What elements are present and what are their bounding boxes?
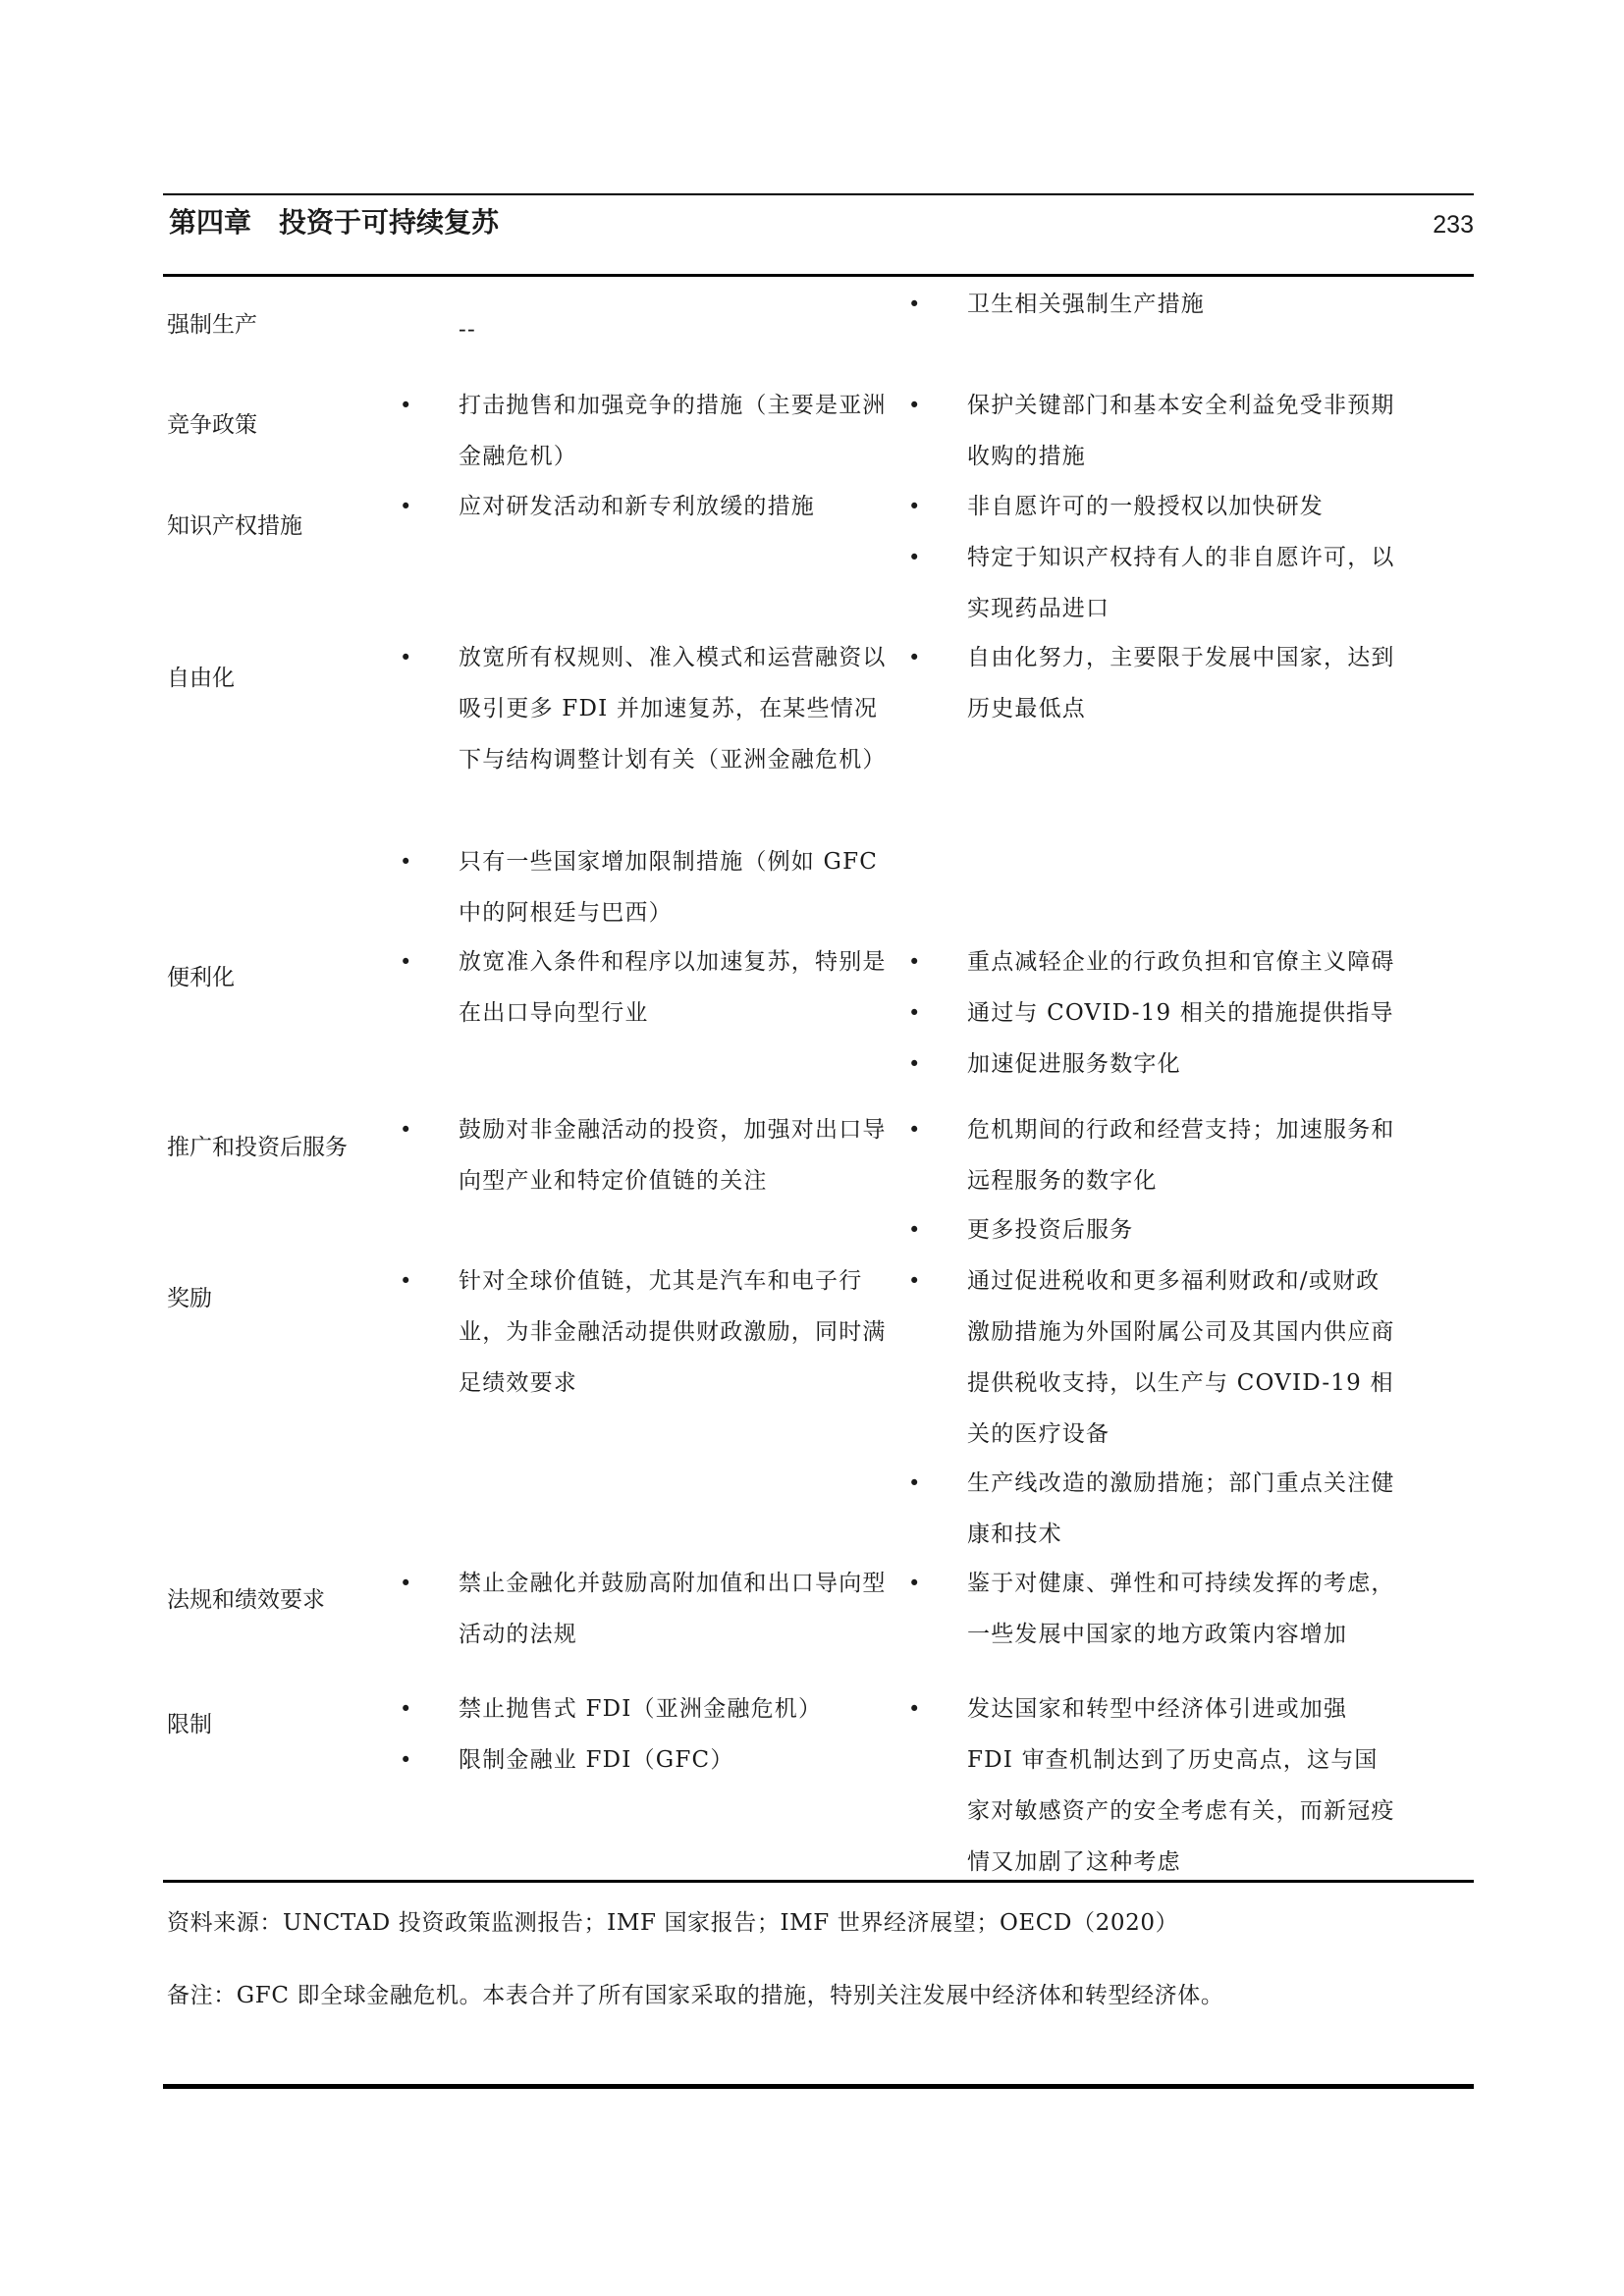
cell-text: 鼓励对非金融活动的投资，加强对出口导向型产业和特定价值链的关注 <box>459 1117 887 1194</box>
cell-text: 禁止抛售式 FDI（亚洲金融危机） <box>459 1696 823 1722</box>
table-bottom-rule <box>163 1880 1474 1883</box>
cell-text: 生产线改造的激励措施；部门重点关注健康和技术 <box>967 1470 1395 1547</box>
cell-text: 更多投资后服务 <box>967 1217 1134 1243</box>
row-label: 知识产权措施 <box>167 513 302 539</box>
cell-text: 只有一些国家增加限制措施（例如 GFC 中的阿根廷与巴西） <box>459 849 879 926</box>
bullet-icon: • <box>908 293 921 316</box>
cell-text: 应对研发活动和新专利放缓的措施 <box>459 494 815 519</box>
chapter-title: 第四章 投资于可持续复苏 <box>169 206 500 239</box>
remark-note: 备注：GFC 即全球金融危机。本表合并了所有国家采取的措施，特别关注发展中经济体和转型经济体。 <box>167 1983 1224 2008</box>
row-label: 推广和投资后服务 <box>167 1135 348 1160</box>
row-label: 自由化 <box>167 666 235 691</box>
bullet-icon: • <box>908 1269 921 1293</box>
bullet-icon: • <box>908 1697 921 1721</box>
footer-rule <box>163 2084 1474 2089</box>
cell-text: 放宽所有权规则、准入模式和运营融资以吸引更多 FDI 并加速复苏，在某些情况下与结构调整计划有关（亚洲金融危机） <box>459 645 887 773</box>
cell-text: 限制金融业 FDI（GFC） <box>459 1747 734 1773</box>
source-note: 资料来源：UNCTAD 投资政策监测报告；IMF 国家报告；IMF 世界经济展望；OECD（2020） <box>167 1910 1179 1936</box>
bullet-icon: • <box>908 495 921 518</box>
bullet-icon: • <box>908 1471 921 1495</box>
bullet-icon: • <box>400 1748 412 1772</box>
bullet-icon: • <box>400 394 412 417</box>
cell-text: 非自愿许可的一般授权以加快研发 <box>967 494 1324 519</box>
cell-text: 通过促进税收和更多福利财政和/或财政激励措施为外国附属公司及其国内供应商提供税收支持，以生产与 COVID-19 相关的医疗设备 <box>967 1268 1395 1447</box>
cell-text: 卫生相关强制生产措施 <box>967 292 1205 317</box>
row-label: 便利化 <box>167 965 235 990</box>
cell-text: 危机期间的行政和经营支持；加速服务和远程服务的数字化 <box>967 1117 1395 1194</box>
bullet-icon: • <box>908 1001 921 1025</box>
cell-text: 发达国家和转型中经济体引进或加强 FDI 审查机制达到了历史高点，这与国家对敏感资产的安全考虑有关，而新冠疫情又加剧了这种考虑 <box>967 1696 1395 1875</box>
cell-text: 针对全球价值链，尤其是汽车和电子行业，为非金融活动提供财政激励，同时满足绩效要求 <box>459 1268 887 1396</box>
bullet-icon: • <box>908 1052 921 1076</box>
bullet-icon: • <box>400 950 412 974</box>
row-label: 强制生产 <box>167 312 257 338</box>
bullet-icon: • <box>400 850 412 874</box>
bullet-icon: • <box>908 1572 921 1595</box>
cell-text: 保护关键部门和基本安全利益免受非预期收购的措施 <box>967 393 1395 469</box>
cell-text: 鉴于对健康、弹性和可持续发挥的考虑，一些发展中国家的地方政策内容增加 <box>967 1571 1395 1647</box>
cell-text: 通过与 COVID-19 相关的措施提供指导 <box>967 1000 1394 1026</box>
row-label: 奖励 <box>167 1286 212 1311</box>
page-number: 233 <box>1433 211 1474 239</box>
bullet-icon: • <box>908 1118 921 1142</box>
row-label: 竞争政策 <box>167 412 257 438</box>
cell-text: 打击抛售和加强竞争的措施（主要是亚洲金融危机） <box>459 393 887 469</box>
bullet-icon: • <box>908 950 921 974</box>
bullet-icon: • <box>400 646 412 669</box>
cell-text: 放宽准入条件和程序以加速复苏，特别是在出口导向型行业 <box>459 949 887 1026</box>
cell-text: -- <box>459 317 476 343</box>
bullet-icon: • <box>908 1218 921 1242</box>
bullet-icon: • <box>908 546 921 569</box>
bullet-icon: • <box>400 1118 412 1142</box>
bullet-icon: • <box>400 1572 412 1595</box>
cell-text: 加速促进服务数字化 <box>967 1051 1181 1077</box>
row-label: 限制 <box>167 1712 212 1737</box>
bullet-icon: • <box>400 495 412 518</box>
bullet-icon: • <box>400 1697 412 1721</box>
row-label: 法规和绩效要求 <box>167 1587 325 1613</box>
bullet-icon: • <box>908 646 921 669</box>
cell-text: 自由化努力，主要限于发展中国家，达到历史最低点 <box>967 645 1395 721</box>
cell-text: 禁止金融化并鼓励高附加值和出口导向型活动的法规 <box>459 1571 887 1647</box>
cell-text: 特定于知识产权持有人的非自愿许可，以实现药品进口 <box>967 545 1395 621</box>
bullet-icon: • <box>400 1269 412 1293</box>
bullet-icon: • <box>908 394 921 417</box>
cell-text: 重点减轻企业的行政负担和官僚主义障碍 <box>967 949 1395 975</box>
